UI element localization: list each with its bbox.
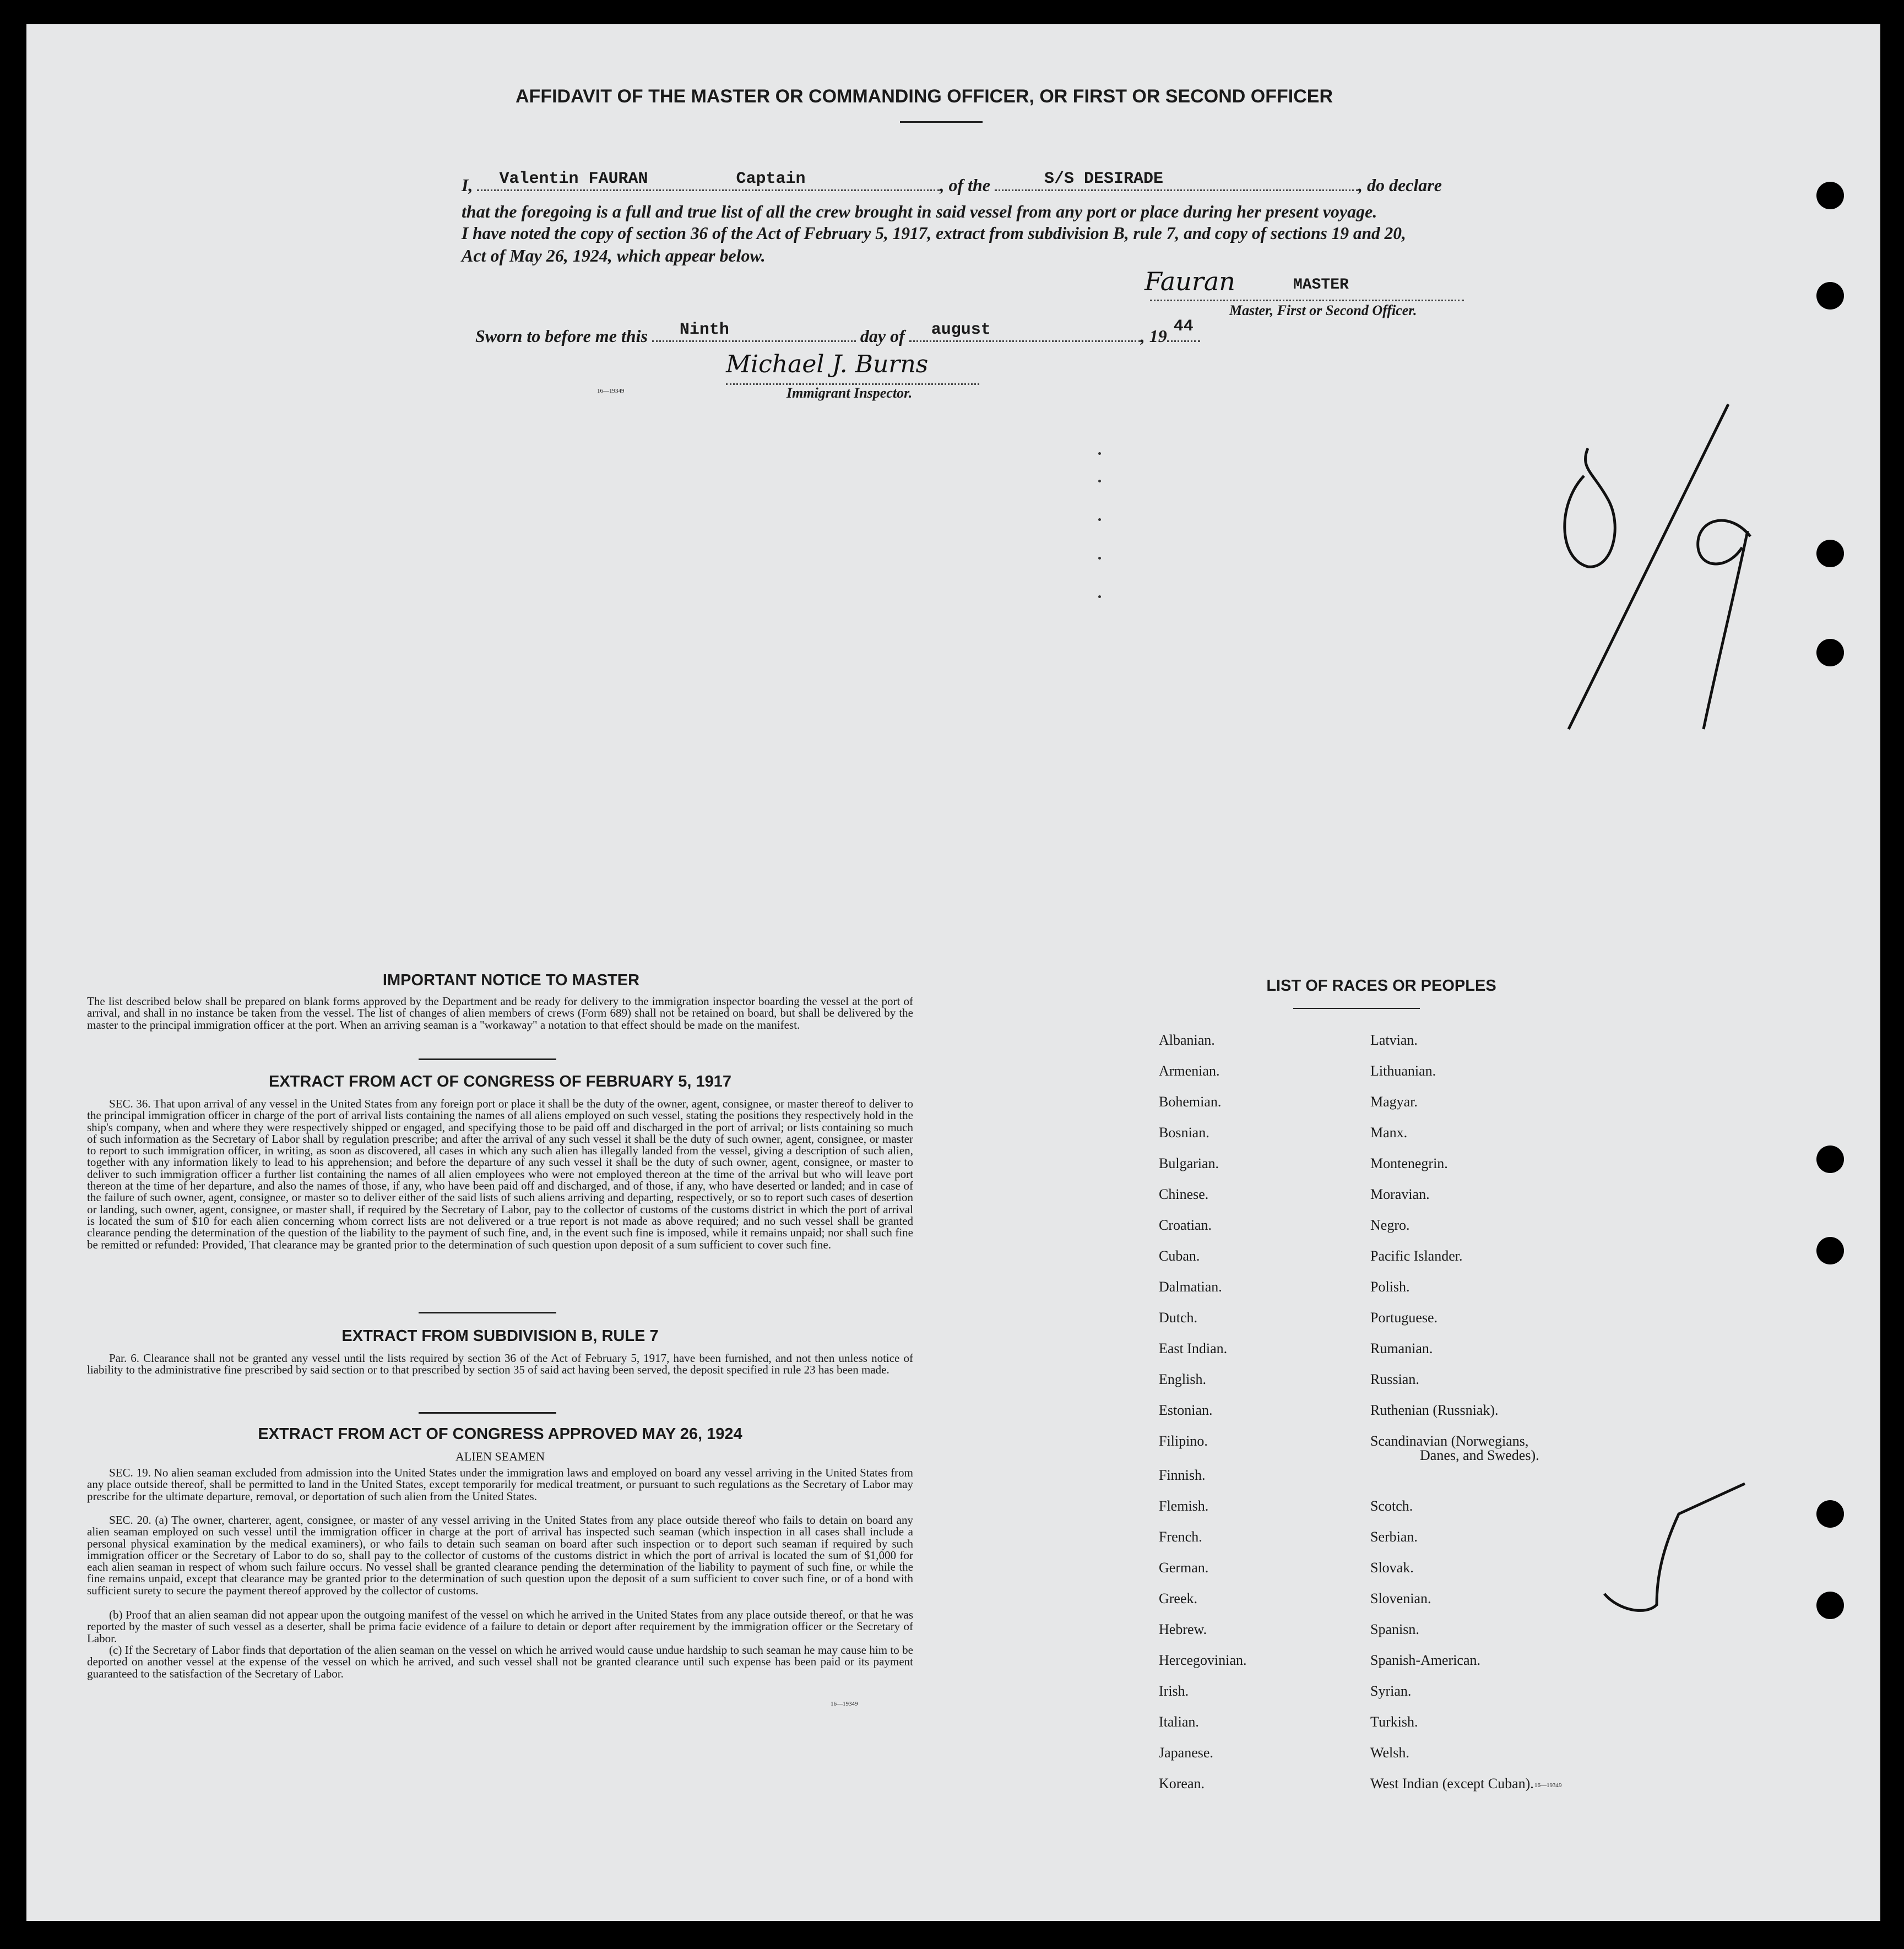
race-item: Syrian. — [1370, 1683, 1412, 1699]
race-item: English. — [1159, 1371, 1206, 1387]
races-heading: LIST OF RACES OR PEOPLES — [1266, 977, 1496, 995]
speck — [1098, 557, 1101, 560]
race-item: Hercegovinian. — [1159, 1652, 1247, 1668]
race-item: Spanisn. — [1370, 1621, 1419, 1637]
race-item: Japanese. — [1159, 1745, 1213, 1761]
race-scandinavian-continued: Danes, and Swedes). — [1420, 1447, 1539, 1463]
race-item: Scotch. — [1370, 1498, 1413, 1514]
rule — [1293, 1008, 1420, 1009]
form-number-left: 16—19349 — [831, 1701, 858, 1707]
race-item: Scandinavian (Norwegians, — [1370, 1433, 1529, 1449]
rule — [419, 1058, 556, 1060]
day-of-label: day of — [860, 326, 905, 346]
sworn-label: Sworn to before me this — [475, 326, 648, 346]
affidavit-title: AFFIDAVIT OF THE MASTER OR COMMANDING OFFICER, OR FIRST OR SECOND OFFICER — [516, 86, 1333, 107]
sec20b-body: (b) Proof that an alien seaman did not appear upon the outgoing manifest of the vessel on which he arrived in the United States from any place outside thereof, or that he was reported by the master of such vessel as a deserter, shall be prima facie evidence of a failure to detain or deport after requirement by the immigration officer or the Secretary of Labor. — [87, 1608, 913, 1645]
sec20c-body: (c) If the Secretary of Labor finds that deportation of the alien seaman on the vessel on which he arrived would cause undue hardship to such seaman he may cause him to be deported on another vessel at the expense of the vessel on which he arrived, and such vessel shall not be granted clearance until such expense has been paid or its payment guaranteed to the satisfaction of the Secretary of Labor. — [87, 1643, 913, 1680]
master-rank: Captain — [736, 170, 806, 188]
race-item: Turkish. — [1370, 1714, 1418, 1730]
handwritten-page-number-text: 5 — [1607, 1622, 1610, 1628]
punch-hole — [1816, 1145, 1844, 1173]
punch-hole — [1816, 1237, 1844, 1264]
affidavit-line-3: I have noted the copy of section 36 of the Act of February 5, 1917, extract from subdivision B, rule 7, and copy of sections 19 and 20, — [462, 224, 1406, 243]
race-item: Flemish. — [1159, 1498, 1209, 1514]
speck — [1098, 480, 1101, 482]
race-item: Serbian. — [1370, 1529, 1418, 1545]
vessel-name: S/S DESIRADE — [1044, 170, 1164, 188]
do-declare-label: , do declare — [1358, 175, 1442, 195]
race-item: Latvian. — [1370, 1032, 1418, 1048]
notice-body: The list described below shall be prepared on blank forms approved by the Department and be ready for delivery to the immigration inspector boarding the vessel at the port of arrival, and shall in no instance be taken from the vessel. The list of changes of alien members of crews (Form 689) shall not be retained on board, but shall be delivered by the master to the principal immigration officer at the port. When an arriving seaman is a "workaway" a notation to that effect should be made on the manifest. — [87, 995, 913, 1031]
race-item: Bulgarian. — [1159, 1155, 1219, 1171]
inspector-caption: Immigrant Inspector. — [786, 385, 913, 401]
punch-hole — [1816, 540, 1844, 567]
rule — [419, 1412, 556, 1414]
race-item: Filipino. — [1159, 1433, 1208, 1449]
punch-hole — [1816, 639, 1844, 666]
day-field — [652, 321, 856, 342]
punch-hole — [1816, 1500, 1844, 1528]
race-item: Dutch. — [1159, 1310, 1198, 1326]
race-item: East Indian. — [1159, 1340, 1228, 1356]
sworn-day: Ninth — [679, 321, 729, 339]
extract-1917-heading: EXTRACT FROM ACT OF CONGRESS OF FEBRUARY 5, 1917 — [268, 1073, 732, 1090]
year-field — [1167, 317, 1200, 342]
race-item: Slovenian. — [1370, 1590, 1431, 1606]
race-item: Korean. — [1159, 1776, 1205, 1791]
rule — [419, 1312, 556, 1313]
punch-hole — [1816, 282, 1844, 310]
speck — [1098, 518, 1101, 521]
race-item: Ruthenian (Russniak). — [1370, 1402, 1499, 1418]
extract-1924-heading: EXTRACT FROM ACT OF CONGRESS APPROVED MAY 26, 1924 — [258, 1425, 742, 1443]
master-signature-line — [1150, 300, 1464, 301]
affidavit-line-4: Act of May 26, 1924, which appear below. — [462, 246, 766, 265]
race-item: Lithuanian. — [1370, 1063, 1436, 1079]
speck — [1098, 452, 1101, 455]
race-item: Chinese. — [1159, 1186, 1209, 1202]
speck — [1098, 595, 1101, 598]
race-item: Hebrew. — [1159, 1621, 1207, 1637]
race-item: Italian. — [1159, 1714, 1199, 1730]
master-title: MASTER — [1293, 276, 1349, 294]
sworn-month: august — [931, 321, 991, 339]
year-prefix: , 19 — [1140, 326, 1167, 346]
race-item: Manx. — [1370, 1125, 1408, 1141]
of-the-label: , of the — [940, 175, 990, 195]
extract-1917-body: SEC. 36. That upon arrival of any vessel in the United States from any foreign port or place it shall be the duty of the owner, agent, consignee, or master thereof to deliver to the principal immigration officer in charge of the port of arrival lists containing the names of all aliens employed on such vessel, stating the positions they respectively hold in the ship's company, when and where they were respectively shipped or engaged, and specifying those to be paid off and discharged in the port of arrival; or lists containing so much of such information as the Secretary of Labor shall by regulation prescribe; and after the arrival of any such vessel it shall be the duty of such owner, agent, consignee, or master to report to such immigration officer, in writing, as soon as discovered, all cases in which any such alien has illegally landed from the vessel, giving a description of such alien, together with any information likely to lead to his apprehension; and before the departure of any such vessel it shall be the duty of such owner, agent, consignee, or master to deliver to such immigration officer a further list containing the names of all alien employees who were not employed thereon at the time of the arrival but who will leave port thereon at the time of her departure, and also the names of those, if any, who have been paid off and discharged, and of those, if any, who have deserted or landed; and in case of the failure of such owner, agent, consignee, or master so to deliver either of the said lists of such aliens arriving and departing, respectively, or so to report such cases of desertion or landing, such owner, agent, consignee, or master shall, if required by the Secretary of Labor, pay to the collector of customs of the customs district in which the port of arrival is located the sum of $10 for each alien concerning whom correct lists are not delivered or a true report is not made as above required; and no such vessel shall be granted clearance pending the determination of the question of the liability to the payment of such fine, and, in the event such fine is imposed, while it remains unpaid; nor shall such fine be remitted or refunded: Provided, That clearance may be granted prior to the determination of such question upon deposit of a sum sufficient to cover such fine. — [87, 1097, 913, 1251]
race-item: Polish. — [1370, 1279, 1410, 1295]
month-field — [909, 321, 1141, 342]
form-number-right: 16—19349 — [1534, 1782, 1562, 1789]
handwritten-fraction-mark — [1536, 377, 1767, 806]
race-item: Magyar. — [1370, 1094, 1418, 1110]
affidavit-line-2: that the foregoing is a full and true list of all the crew brought in said vessel from any port or place during her present voyage. — [462, 202, 1377, 221]
extract-rule7-body: Par. 6. Clearance shall not be granted any vessel until the lists required by section 36 of the Act of February 5, 1917, have been furnished, and not then unless notice of liability to the administrative fine prescribed by said section or to that prescribed by section 35 of said act having been served, the deposit specified in rule 23 has been made. — [87, 1351, 913, 1377]
race-item: Portuguese. — [1370, 1310, 1438, 1326]
master-caption: Master, First or Second Officer. — [1229, 302, 1417, 318]
handwritten-page-number-mark — [1602, 1467, 1767, 1632]
handwritten-fraction-text: 8/9 — [1541, 796, 1548, 802]
race-item: Bosnian. — [1159, 1125, 1209, 1141]
sec19-body: SEC. 19. No alien seaman excluded from admission into the United States under the immigration laws and employed on board any vessel arriving in the United States from any place outside thereof, shall be permitted to land in the United States, except temporarily for medical treatment, or pursuant to such regulations as the Secretary of Labor may prescribe for the ultimate departure, removal, or deportation of such alien from the United States. — [87, 1466, 913, 1503]
sec20a-body: SEC. 20. (a) The owner, charterer, agent, consignee, or master of any vessel arriving in the United States from any place outside thereof who fails to detain on board any alien seaman employed on such vessel until the immigration officer in charge at the port of arrival has inspected such seaman (which inspection in all cases shall include a personal physical examination by the medical examiners), or who fails to detain such seaman on board after such inspection or to deport such seaman if required by such immigration officer or the Secretary of Labor to do so, shall pay to the collector of customs of the customs district in which the port of arrival is located the sum of $1,000 for each alien seaman in respect of whom such failure occurs. No vessel shall be granted clearance pending the determination of the liability to payment of such fine, or while the fine remains unpaid, except that clearance may be granted prior to the determination of such question upon the deposit of a sum sufficient to cover such fine, or of a bond with sufficient surety to secure the payment thereof approved by the collector of customs. — [87, 1513, 913, 1597]
title-rule — [900, 121, 983, 123]
race-item: West Indian (except Cuban). — [1370, 1776, 1534, 1791]
race-item: Estonian. — [1159, 1402, 1213, 1418]
name-field — [477, 170, 940, 191]
race-item: Cuban. — [1159, 1248, 1200, 1264]
master-name: Valentin FAURAN — [499, 170, 648, 188]
race-item: Russian. — [1370, 1371, 1419, 1387]
extract-rule7-heading: EXTRACT FROM SUBDIVISION B, RULE 7 — [341, 1327, 659, 1345]
race-item: Moravian. — [1370, 1186, 1430, 1202]
race-item: Rumanian. — [1370, 1340, 1433, 1356]
i-label: I, — [462, 175, 473, 195]
affidavit-line-1 — [462, 170, 1442, 196]
alien-seamen-subheading: ALIEN SEAMEN — [455, 1449, 545, 1463]
vessel-field — [995, 170, 1358, 191]
race-item: Dalmatian. — [1159, 1279, 1222, 1295]
race-item: French. — [1159, 1529, 1202, 1545]
race-item: Irish. — [1159, 1683, 1189, 1699]
form-number-top: 16—19349 — [597, 388, 625, 394]
race-item: Negro. — [1370, 1217, 1410, 1233]
race-item: Pacific Islander. — [1370, 1248, 1463, 1264]
notice-heading: IMPORTANT NOTICE TO MASTER — [382, 971, 640, 989]
race-item: Welsh. — [1370, 1745, 1409, 1761]
sworn-line — [475, 317, 1200, 346]
race-item: Slovak. — [1370, 1560, 1414, 1576]
race-item: Greek. — [1159, 1590, 1198, 1606]
race-item: Montenegrin. — [1370, 1155, 1448, 1171]
punch-hole — [1816, 1592, 1844, 1619]
sworn-year: 44 — [1173, 317, 1194, 336]
document-sheet — [26, 24, 1880, 1921]
race-item: Armenian. — [1159, 1063, 1220, 1079]
race-item: Croatian. — [1159, 1217, 1212, 1233]
race-item: Finnish. — [1159, 1467, 1206, 1483]
race-item: German. — [1159, 1560, 1209, 1576]
race-item: Albanian. — [1159, 1032, 1215, 1048]
race-item: Bohemian. — [1159, 1094, 1222, 1110]
inspector-signature: Michael J. Burns — [726, 350, 929, 378]
punch-hole — [1816, 182, 1844, 209]
master-signature: Fauran — [1144, 267, 1235, 296]
race-item: Spanish-American. — [1370, 1652, 1481, 1668]
